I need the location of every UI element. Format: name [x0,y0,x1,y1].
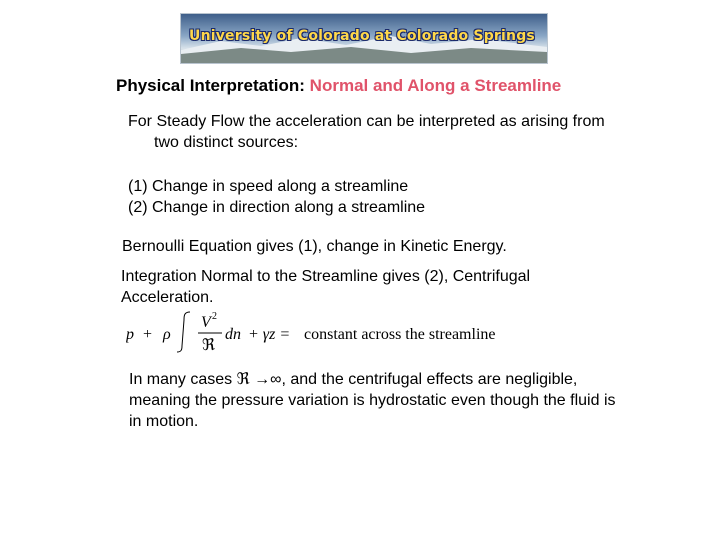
slide-title [116,76,561,96]
eq-dn: dn [225,326,241,343]
eq-exponent: 2 [212,311,217,322]
source-item-2: (2) Change in direction along a streamline [128,199,426,216]
university-banner [180,13,548,64]
eq-rhs: constant across the streamline [304,326,496,343]
eq-R: ℜ [202,337,216,354]
intro-paragraph [128,111,605,153]
eq-rho: ρ [163,326,171,343]
normal-integration-paragraph [121,266,530,308]
source-item-1: (1) Change in speed along a streamline [128,178,409,195]
eq-V: V [201,314,211,331]
integral-sign-icon [177,312,190,352]
title-accent: Normal and Along a Streamline [309,76,562,95]
bernoulli-text: Bernoulli Equation gives (1), change in Kinetic Energy. [122,238,507,255]
normal-line-2: Acceleration. [121,289,214,306]
eq-gamma-z: + γz = [248,326,291,343]
conclusion-line-2: meaning the pressure variation is hydrostatic even though the fluid is [129,392,616,409]
conclusion-line-3: in motion. [129,413,199,430]
eq-plus: + [143,326,153,343]
conclusion-paragraph [129,369,616,432]
eq-p: p [126,326,134,343]
intro-line-2: two distinct sources: [154,134,299,151]
banner-text: University of Colorado at Colorado Springs [189,28,535,44]
title-prefix: Physical Interpretation: [116,76,310,95]
streamline-normal-equation [126,306,526,356]
normal-line-1: Integration Normal to the Streamline gives (2), Centrifugal [121,268,531,285]
sources-list [128,176,425,218]
conclusion-line-1: In many cases ℜ →∞, and the centrifugal effects are negligible, [129,371,578,388]
intro-line-1: For Steady Flow the acceleration can be interpreted as arising from [128,113,605,130]
